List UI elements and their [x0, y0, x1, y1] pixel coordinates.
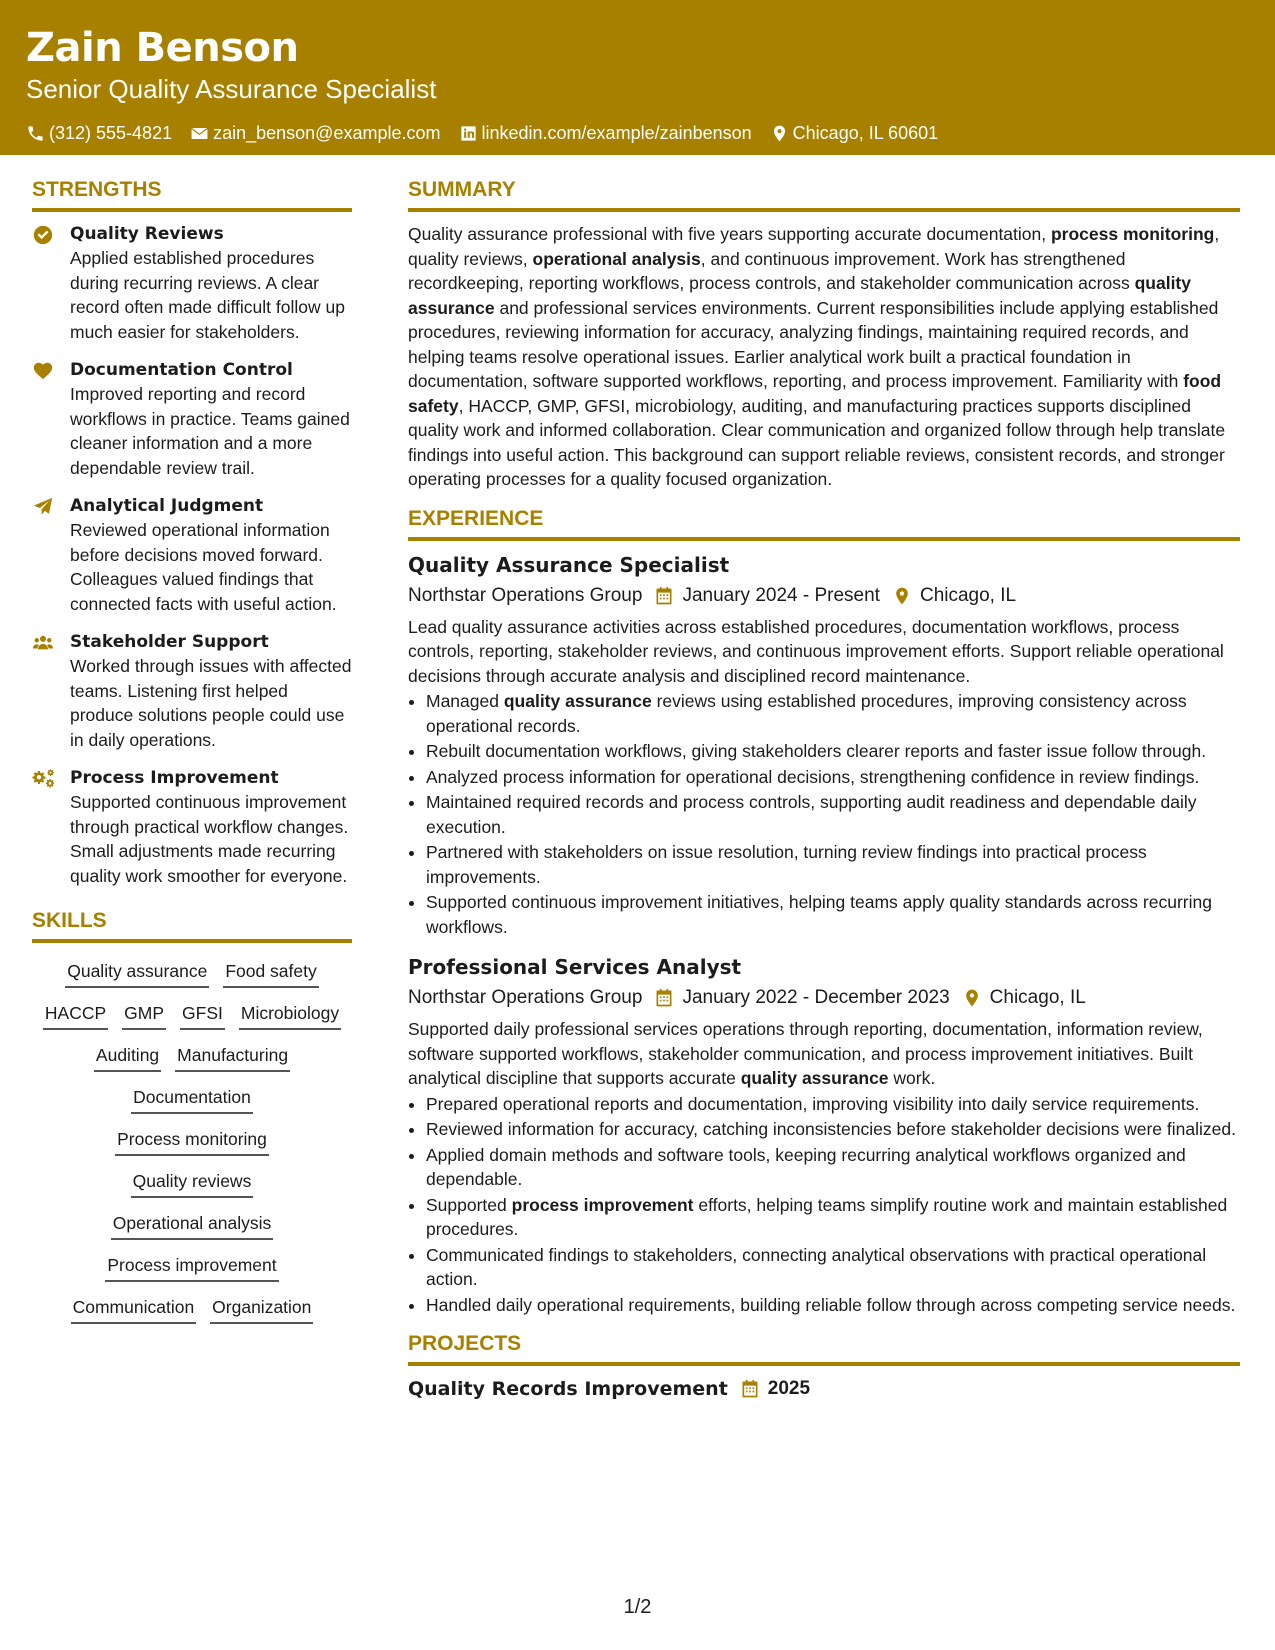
map-pin-icon	[892, 586, 912, 606]
strength-desc: Supported continuous improvement through practical workflow changes. Small adjustments made recurring quality work smoother for everyone.	[70, 792, 349, 886]
strength-desc: Worked through issues with affected teams. Listening first helped produce solutions people could use in daily operations.	[70, 656, 352, 750]
skill-tag: Process improvement	[105, 1253, 278, 1282]
job-dates: January 2022 - December 2023	[682, 987, 950, 1008]
heart-icon	[32, 360, 54, 382]
skill-tag: Food safety	[223, 959, 318, 988]
candidate-name: Zain Benson	[26, 25, 299, 71]
bullet-item: • Applied domain methods and software tools, keeping recurring analytical workflows organized and dependable.	[426, 1143, 1240, 1192]
map-pin-icon	[962, 988, 982, 1008]
skills-list	[32, 953, 352, 1324]
job-title: Quality Assurance Specialist	[408, 552, 730, 577]
skill-tag: Quality reviews	[131, 1169, 254, 1198]
bullet-item: • Analyzed process information for operational decisions, strengthening confidence in review findings.	[426, 765, 1240, 790]
contact-email[interactable]	[190, 121, 440, 145]
bullet-item: • Rebuilt documentation workflows, giving stakeholders clearer reports and faster issue follow through.	[426, 739, 1240, 764]
bullet-item: • Maintained required records and process controls, supporting audit readiness and dependable daily execution.	[426, 790, 1240, 839]
calendar-icon	[654, 586, 674, 606]
bullet-item: • Communicated findings to stakeholders, connecting analytical observations with practical operational action.	[426, 1243, 1240, 1292]
strength-title: Stakeholder Support	[70, 632, 269, 652]
project-entry	[408, 1376, 1240, 1402]
strength-title: Quality Reviews	[70, 224, 224, 244]
users-icon	[32, 632, 54, 654]
skill-tag: GMP	[122, 1001, 166, 1030]
paper-plane-icon	[32, 496, 54, 518]
bullet-item: • Reviewed information for accuracy, catching inconsistencies before stakeholder decisions were finalized.	[426, 1117, 1240, 1142]
contact-location	[770, 121, 938, 145]
job-bullets	[408, 1092, 1240, 1318]
strength-item	[32, 630, 352, 752]
contact-linkedin[interactable]	[459, 121, 752, 145]
job-company: Northstar Operations Group	[408, 987, 643, 1008]
bullet-item: • Partnered with stakeholders on issue resolution, turning review findings into practical process improvements.	[426, 840, 1240, 889]
skills-heading: SKILLS	[32, 908, 352, 943]
strengths-heading: STRENGTHS	[32, 177, 352, 212]
strength-title: Documentation Control	[70, 360, 293, 380]
summary-text: Quality assurance professional with five years supporting accurate documentation, process monitoring, quality reviews, operational analysis, and continuous improvement. Work has strengthened recordkeeping, reporting workflows, process controls, and stakeholder communication across quality assurance and professional services environments. Current responsibilities include applying established procedures, reviewing information for accuracy, analyzing findings, maintaining required records, and helping teams resolve operational issues. Earlier analytical work built a practical foundation in documentation, software supported workflows, reporting, and process improvement. Familiarity with food safety, HACCP, GMP, GFSI, microbiology, auditing, and manufacturing practices supports disciplined quality work and informed collaboration. Clear communication and organized follow through help translate findings into useful action. This background can support reliable reviews, consistent records, and stronger operating processes for a quality focused organization.	[408, 224, 1226, 489]
projects-heading: PROJECTS	[408, 1331, 1240, 1366]
strength-item	[32, 358, 352, 480]
location-text: Chicago, IL 60601	[792, 123, 939, 143]
calendar-icon	[740, 1379, 760, 1399]
left-column	[32, 177, 352, 1324]
check-circle-icon	[32, 224, 54, 246]
contact-phone	[26, 121, 172, 145]
bullet-item: • Managed quality assurance reviews using established procedures, improving consistency across operational records.	[426, 689, 1240, 738]
job-entry	[408, 551, 1240, 940]
strength-title: Process Improvement	[70, 768, 279, 788]
skill-tag: Process monitoring	[115, 1127, 269, 1156]
candidate-title: Senior Quality Assurance Specialist	[26, 74, 437, 104]
bullet-item: • Handled daily operational requirements, building reliable follow through across competing service needs.	[426, 1293, 1240, 1318]
strength-desc: Improved reporting and record workflows in practice. Teams gained cleaner information and a more dependable review trail.	[70, 384, 350, 478]
skill-tag: Documentation	[131, 1085, 253, 1114]
gears-icon	[32, 768, 54, 790]
job-description: Lead quality assurance activities across established procedures, documentation workflows, process controls, reporting, stakeholder reviews, and continuous improvement efforts. Support reliable operational decisions through accurate analysis and disciplined record maintenance.	[408, 616, 1224, 686]
summary-heading: SUMMARY	[408, 177, 1240, 212]
job-bullets	[408, 689, 1240, 939]
calendar-icon	[654, 988, 674, 1008]
project-year: 2025	[767, 1378, 811, 1399]
job-meta	[408, 984, 1240, 1012]
job-description: Supported daily professional services operations through reporting, documentation, information review, software supported workflows, stakeholder communication, and process improvement initiatives. Built analytical discipline that supports accurate quality assurance work.	[408, 1019, 1203, 1088]
bullet-item: • Prepared operational reports and documentation, improving visibility into daily service requirements.	[426, 1092, 1240, 1117]
page-number: 1/2	[623, 1596, 652, 1618]
job-entry	[408, 953, 1240, 1317]
experience-heading: EXPERIENCE	[408, 506, 1240, 541]
strength-title: Analytical Judgment	[70, 496, 264, 516]
bullet-item: • Supported continuous improvement initiatives, helping teams apply quality standards across recurring workflows.	[426, 890, 1240, 939]
phone-text: (312) 555-4821	[49, 123, 173, 143]
right-column	[408, 177, 1240, 1402]
bullet-item: • Supported process improvement efforts, helping teams simplify routine work and maintain established procedures.	[426, 1193, 1240, 1242]
skill-tag: GFSI	[180, 1001, 225, 1030]
job-company: Northstar Operations Group	[408, 584, 643, 606]
job-dates: January 2024 - Present	[682, 584, 880, 606]
email-link[interactable]: zain_benson@example.com	[213, 123, 441, 143]
skill-tag: Communication	[71, 1295, 197, 1324]
strength-desc: Applied established procedures during recurring reviews. A clear record often made difficult follow up much easier for stakeholders.	[70, 248, 345, 342]
skill-tag: Quality assurance	[65, 959, 209, 988]
linkedin-link[interactable]: linkedin.com/example/zainbenson	[481, 123, 752, 143]
envelope-icon	[190, 124, 209, 143]
resume-header	[0, 0, 1275, 155]
job-meta	[408, 582, 1240, 610]
phone-icon	[26, 124, 45, 143]
job-location: Chicago, IL	[919, 584, 1017, 606]
contact-bar	[26, 121, 1275, 145]
skill-tag: Operational analysis	[111, 1211, 274, 1240]
skill-tag: Microbiology	[239, 1001, 341, 1030]
strength-item	[32, 494, 352, 616]
job-title: Professional Services Analyst	[408, 955, 742, 979]
map-pin-icon	[770, 124, 789, 143]
skill-tag: Auditing	[94, 1043, 161, 1072]
linkedin-icon	[459, 124, 478, 143]
strength-item	[32, 766, 352, 888]
strength-desc: Reviewed operational information before decisions moved forward. Colleagues valued findings that connected facts with useful action.	[70, 520, 337, 614]
project-title: Quality Records Improvement	[408, 1378, 728, 1400]
job-location: Chicago, IL	[989, 987, 1086, 1008]
skill-tag: HACCP	[43, 1001, 108, 1030]
skill-tag: Organization	[210, 1295, 313, 1324]
strengths-list	[32, 222, 352, 888]
skill-tag: Manufacturing	[175, 1043, 290, 1072]
strength-item	[32, 222, 352, 344]
